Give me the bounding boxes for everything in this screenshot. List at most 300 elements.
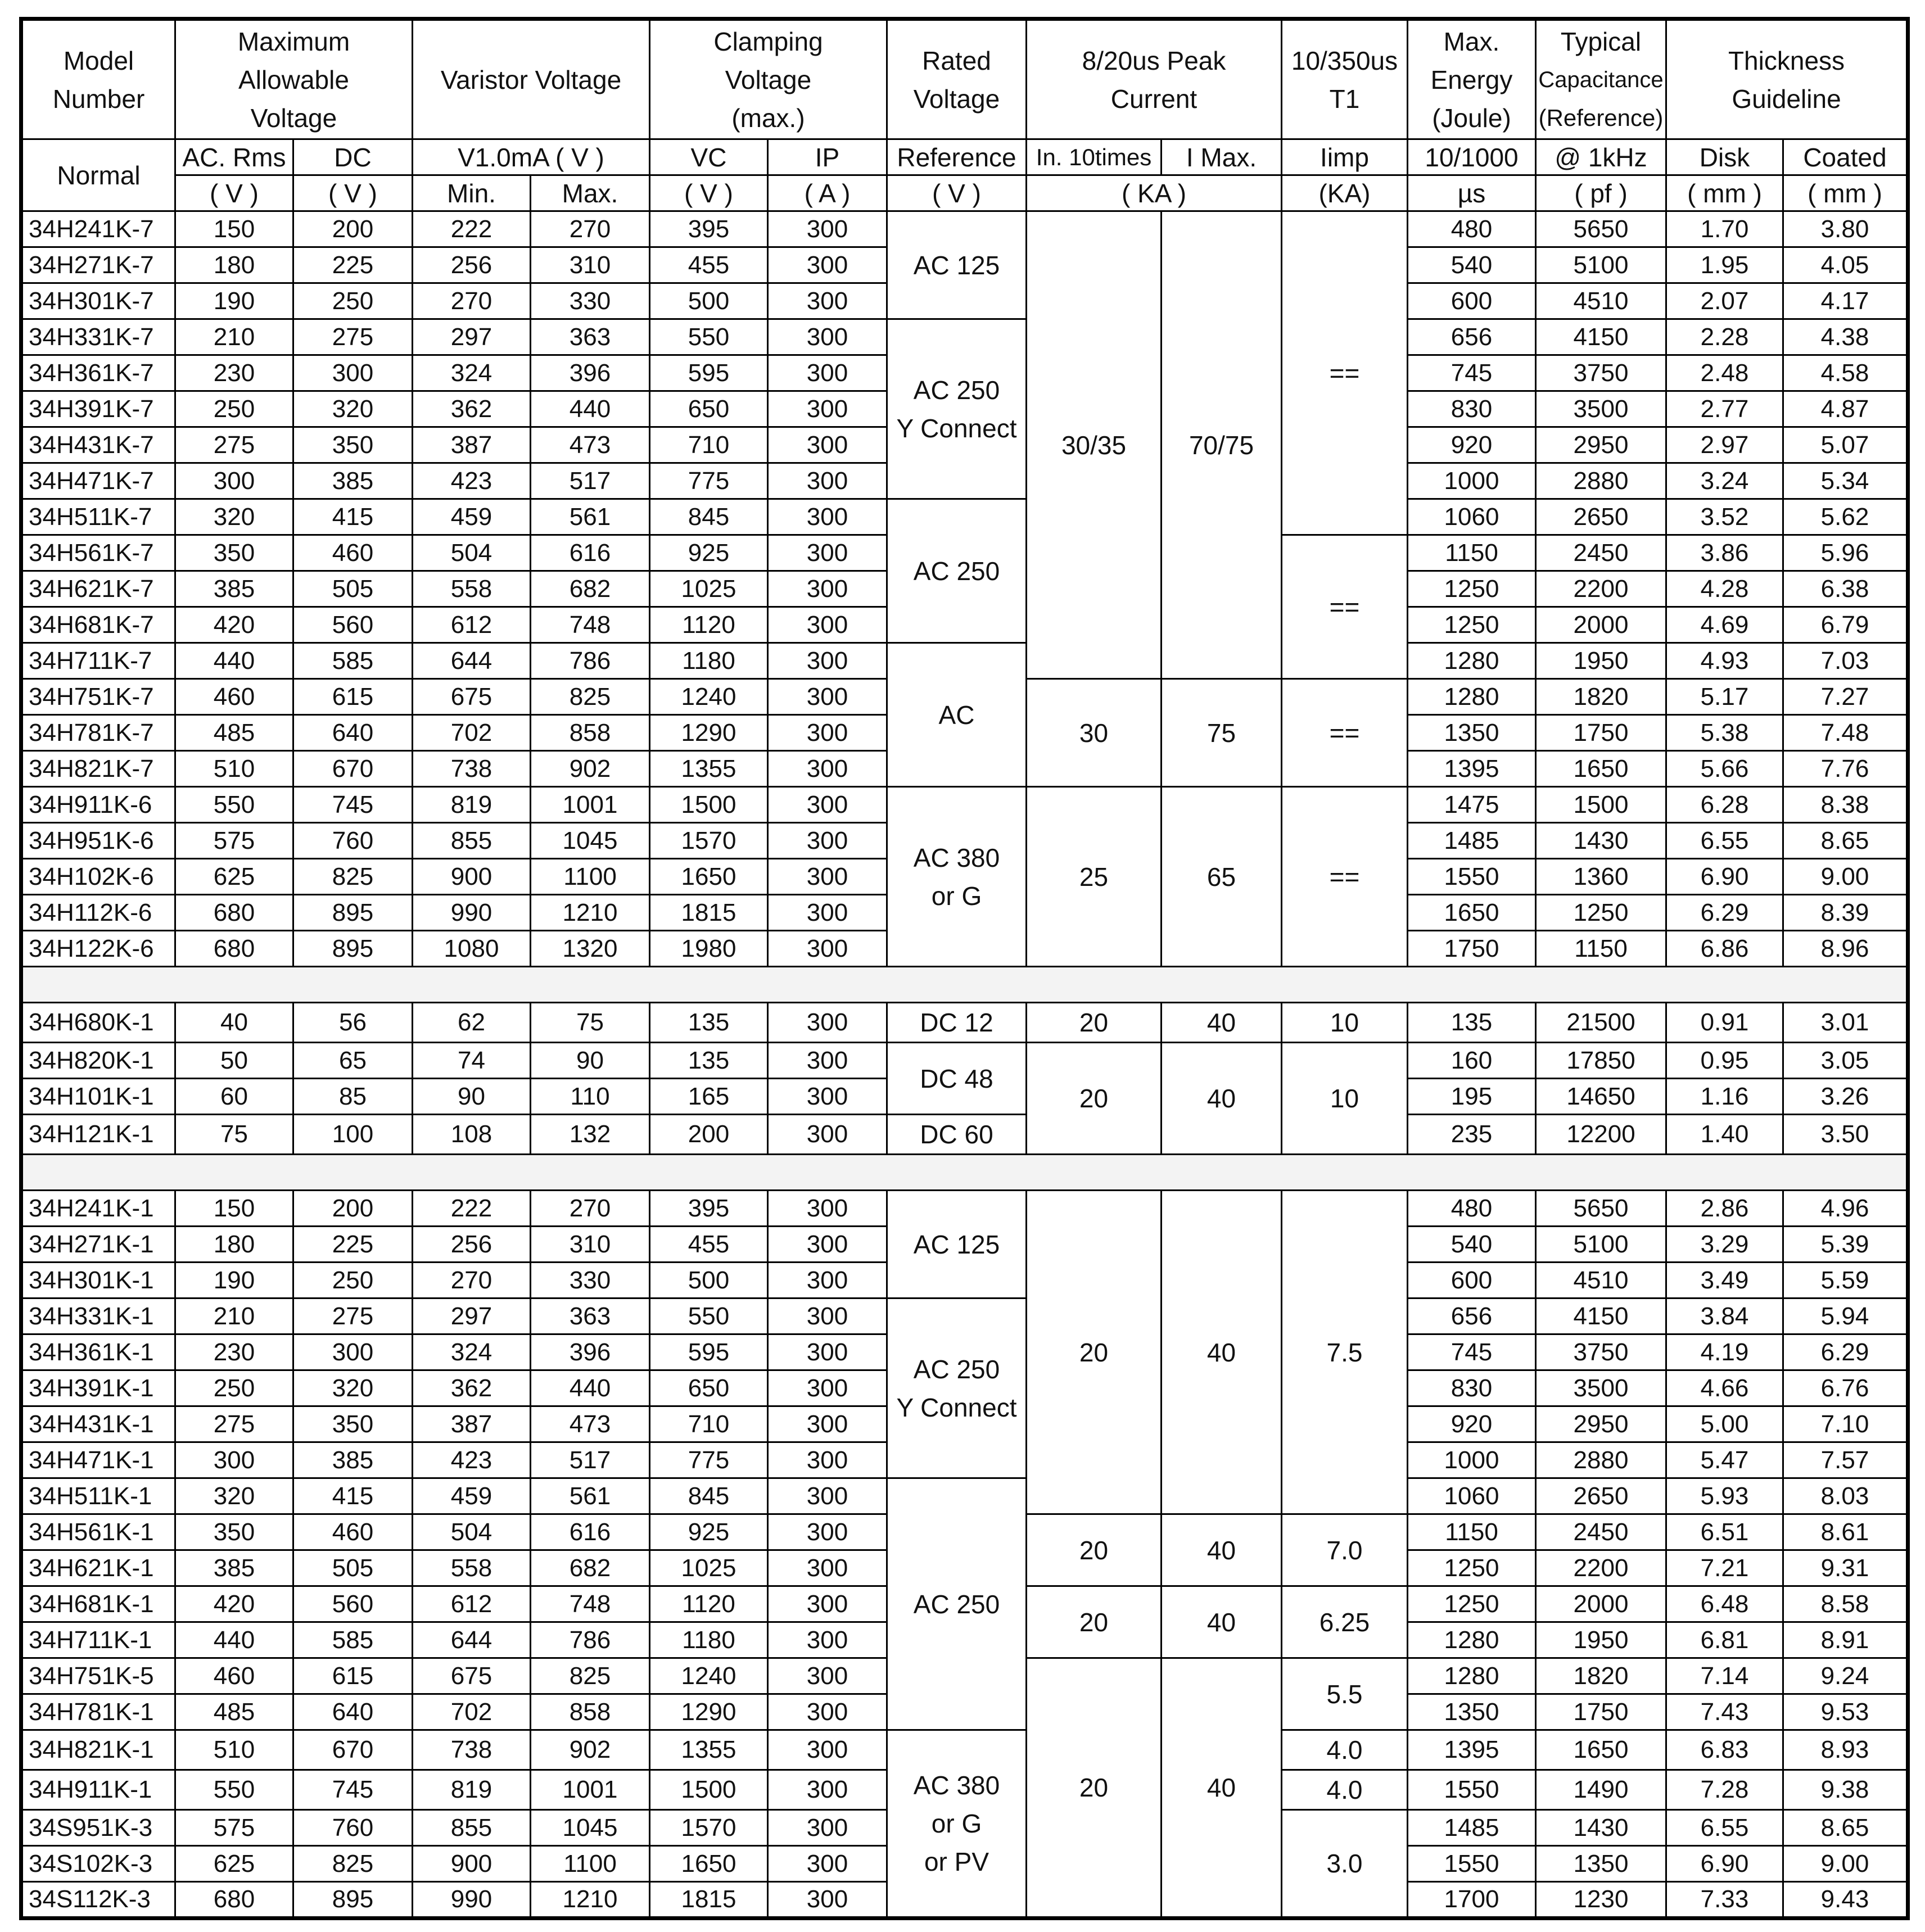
cell-vc: 1120 (650, 1586, 768, 1622)
cell-dc: 640 (293, 1694, 413, 1730)
cell-v1ma-max: 1001 (531, 787, 650, 823)
cell-v1ma-max: 75 (531, 1003, 650, 1043)
cell-ip: 300 (768, 499, 887, 535)
merged-line: AC 380 (913, 1771, 1000, 1800)
cell-coated: 8.65 (1783, 1810, 1908, 1846)
cell-vc: 1025 (650, 1550, 768, 1586)
cell-v1ma-min: 990 (413, 1882, 531, 1919)
header-v1ma: V1.0mA ( V ) (413, 139, 650, 175)
separator-cell (21, 1155, 1908, 1191)
cell-ac-rms: 230 (175, 355, 293, 391)
cell-v1ma-max: 90 (531, 1043, 650, 1079)
cell-energy: 1060 (1408, 499, 1536, 535)
cell-ac-rms: 150 (175, 1191, 293, 1227)
cell-capacitance: 2200 (1536, 1550, 1666, 1586)
merged-line: == (1329, 358, 1360, 388)
cell-dc: 85 (293, 1079, 413, 1115)
cell-vc: 1570 (650, 1810, 768, 1846)
cell-v1ma-min: 256 (413, 247, 531, 283)
cell-v1ma-max: 1320 (531, 931, 650, 967)
cell-ip: 300 (768, 751, 887, 787)
cell-dc: 745 (293, 787, 413, 823)
cell-ip: 300 (768, 283, 887, 319)
cell-energy: 160 (1408, 1043, 1536, 1079)
merged-line: DC 60 (920, 1120, 993, 1149)
merged-line: 10 (1330, 1008, 1359, 1037)
cell-vc: 710 (650, 1406, 768, 1442)
merged-i-max (1162, 1043, 1282, 1155)
cell-v1ma-min: 74 (413, 1043, 531, 1079)
cell-energy: 1750 (1408, 931, 1536, 967)
cell-disk: 6.81 (1666, 1622, 1783, 1658)
cell-ac-rms: 625 (175, 859, 293, 895)
cell-model: 34H391K-7 (21, 391, 175, 427)
header-vc: VC (650, 139, 768, 175)
cell-energy: 1485 (1408, 1810, 1536, 1846)
cell-disk: 5.47 (1666, 1442, 1783, 1478)
cell-disk: 4.66 (1666, 1370, 1783, 1406)
cell-energy: 1250 (1408, 571, 1536, 607)
cell-dc: 745 (293, 1770, 413, 1810)
cell-model: 34H711K-1 (21, 1622, 175, 1658)
cell-coated: 7.03 (1783, 643, 1908, 679)
cell-ac-rms: 190 (175, 283, 293, 319)
cell-v1ma-min: 459 (413, 499, 531, 535)
cell-energy: 1280 (1408, 643, 1536, 679)
cell-ip: 300 (768, 1478, 887, 1514)
merged-line: 30 (1079, 718, 1109, 748)
cell-disk: 3.86 (1666, 535, 1783, 571)
cell-model: 34H301K-7 (21, 283, 175, 319)
cell-model: 34H431K-7 (21, 427, 175, 463)
header-clamping-voltage: Clamping Voltage (max.) (650, 19, 887, 139)
cell-disk: 5.66 (1666, 751, 1783, 787)
cell-ac-rms: 510 (175, 751, 293, 787)
merged-line: AC 250 (913, 1589, 1000, 1619)
cell-capacitance: 3500 (1536, 1370, 1666, 1406)
cell-v1ma-max: 270 (531, 1191, 650, 1227)
cell-v1ma-max: 786 (531, 1622, 650, 1658)
cell-dc: 895 (293, 895, 413, 931)
cell-capacitance: 2650 (1536, 499, 1666, 535)
cell-ip: 300 (768, 1586, 887, 1622)
merged-i-max (1162, 787, 1282, 967)
cell-v1ma-max: 132 (531, 1115, 650, 1155)
cell-dc: 825 (293, 1846, 413, 1882)
merged-line: AC 250 (913, 375, 1000, 405)
cell-coated: 8.93 (1783, 1730, 1908, 1770)
cell-ac-rms: 460 (175, 1658, 293, 1694)
cell-vc: 595 (650, 1334, 768, 1370)
cell-model: 34H821K-1 (21, 1730, 175, 1770)
cell-capacitance: 1430 (1536, 823, 1666, 859)
cell-disk: 1.16 (1666, 1079, 1783, 1115)
cell-v1ma-max: 825 (531, 679, 650, 715)
cell-v1ma-min: 362 (413, 1370, 531, 1406)
cell-energy: 656 (1408, 319, 1536, 355)
cell-coated: 3.26 (1783, 1079, 1908, 1115)
cell-ac-rms: 680 (175, 895, 293, 931)
cell-v1ma-max: 1100 (531, 859, 650, 895)
header-model-number: Model Number (21, 19, 175, 139)
cell-ac-rms: 75 (175, 1115, 293, 1155)
cell-ac-rms: 385 (175, 571, 293, 607)
cell-model: 34H361K-1 (21, 1334, 175, 1370)
cell-model: 34H681K-1 (21, 1586, 175, 1622)
merged-iimp (1282, 1003, 1408, 1043)
cell-coated: 8.61 (1783, 1514, 1908, 1550)
cell-dc: 585 (293, 1622, 413, 1658)
cell-dc: 895 (293, 1882, 413, 1919)
cell-v1ma-max: 902 (531, 1730, 650, 1770)
section-separator (21, 967, 1908, 1003)
cell-v1ma-max: 517 (531, 1442, 650, 1478)
cell-energy: 600 (1408, 283, 1536, 319)
cell-capacitance: 3500 (1536, 391, 1666, 427)
cell-disk: 6.28 (1666, 787, 1783, 823)
cell-v1ma-max: 363 (531, 319, 650, 355)
cell-ac-rms: 300 (175, 463, 293, 499)
header-at-1khz: @ 1kHz (1536, 139, 1666, 175)
cell-vc: 925 (650, 1514, 768, 1550)
merged-line: or G (931, 1809, 982, 1838)
unit-coated: ( mm ) (1783, 175, 1908, 211)
cell-v1ma-min: 222 (413, 211, 531, 247)
merged-line: 4.0 (1326, 1775, 1363, 1804)
cell-disk: 4.28 (1666, 571, 1783, 607)
cell-model: 34H471K-7 (21, 463, 175, 499)
merged-in-10times (1027, 787, 1162, 967)
cell-capacitance: 21500 (1536, 1003, 1666, 1043)
cell-dc: 670 (293, 1730, 413, 1770)
cell-energy: 1350 (1408, 715, 1536, 751)
header-ip: IP (768, 139, 887, 175)
cell-model: 34H112K-6 (21, 895, 175, 931)
merged-in-10times (1027, 1003, 1162, 1043)
cell-capacitance: 3750 (1536, 355, 1666, 391)
unit-iimp: (KA) (1282, 175, 1408, 211)
cell-ac-rms: 230 (175, 1334, 293, 1370)
merged-line: AC 250 (913, 1354, 1000, 1384)
cell-dc: 460 (293, 535, 413, 571)
cell-v1ma-min: 108 (413, 1115, 531, 1155)
cell-model: 34H621K-7 (21, 571, 175, 607)
cell-ip: 300 (768, 1550, 887, 1586)
merged-iimp (1282, 679, 1408, 787)
cell-ac-rms: 350 (175, 535, 293, 571)
cell-ac-rms: 420 (175, 1586, 293, 1622)
cell-vc: 550 (650, 1298, 768, 1334)
cell-coated: 8.65 (1783, 823, 1908, 859)
cell-v1ma-min: 222 (413, 1191, 531, 1227)
cell-vc: 1980 (650, 931, 768, 967)
cell-capacitance: 1230 (1536, 1882, 1666, 1919)
cell-v1ma-max: 682 (531, 1550, 650, 1586)
cell-model: 34H391K-1 (21, 1370, 175, 1406)
cell-disk: 5.38 (1666, 715, 1783, 751)
unit-disk: ( mm ) (1666, 175, 1783, 211)
cell-disk: 2.97 (1666, 427, 1783, 463)
cell-ac-rms: 60 (175, 1079, 293, 1115)
cell-disk: 5.17 (1666, 679, 1783, 715)
cell-capacitance: 5100 (1536, 1227, 1666, 1263)
cell-ac-rms: 150 (175, 211, 293, 247)
cell-ac-rms: 420 (175, 607, 293, 643)
header-row-sub1 (21, 139, 1908, 175)
cell-ip: 300 (768, 319, 887, 355)
cell-energy: 1395 (1408, 1730, 1536, 1770)
cell-vc: 1240 (650, 1658, 768, 1694)
cell-ip: 300 (768, 1730, 887, 1770)
cell-vc: 845 (650, 1478, 768, 1514)
cell-ip: 300 (768, 1770, 887, 1810)
table-body (21, 19, 1908, 1919)
cell-v1ma-max: 1045 (531, 1810, 650, 1846)
merged-line: 20 (1079, 1337, 1109, 1367)
header-dc: DC (293, 139, 413, 175)
cell-coated: 6.29 (1783, 1334, 1908, 1370)
cell-ac-rms: 275 (175, 1406, 293, 1442)
merged-in-10times (1027, 1586, 1162, 1658)
cell-ac-rms: 320 (175, 1478, 293, 1514)
cell-ac-rms: 440 (175, 1622, 293, 1658)
cell-ip: 300 (768, 463, 887, 499)
cell-ac-rms: 510 (175, 1730, 293, 1770)
cell-vc: 395 (650, 211, 768, 247)
cell-v1ma-min: 504 (413, 1514, 531, 1550)
merged-iimp (1282, 787, 1408, 967)
cell-dc: 225 (293, 1227, 413, 1263)
cell-capacitance: 1750 (1536, 1694, 1666, 1730)
cell-vc: 650 (650, 391, 768, 427)
header-normal: Normal (21, 139, 175, 211)
cell-dc: 320 (293, 391, 413, 427)
cell-coated: 4.87 (1783, 391, 1908, 427)
cell-vc: 500 (650, 283, 768, 319)
cell-dc: 560 (293, 1586, 413, 1622)
cell-v1ma-min: 324 (413, 1334, 531, 1370)
merged-line: 6.25 (1319, 1607, 1370, 1637)
cell-disk: 7.43 (1666, 1694, 1783, 1730)
cell-disk: 4.93 (1666, 643, 1783, 679)
cell-energy: 1000 (1408, 463, 1536, 499)
cell-dc: 505 (293, 571, 413, 607)
cell-vc: 165 (650, 1079, 768, 1115)
cell-v1ma-min: 297 (413, 1298, 531, 1334)
cell-coated: 7.76 (1783, 751, 1908, 787)
cell-disk: 3.84 (1666, 1298, 1783, 1334)
cell-v1ma-max: 825 (531, 1658, 650, 1694)
cell-ip: 300 (768, 787, 887, 823)
cell-energy: 1150 (1408, 1514, 1536, 1550)
cell-ip: 300 (768, 1191, 887, 1227)
cell-ac-rms: 320 (175, 499, 293, 535)
cell-model: 34H951K-6 (21, 823, 175, 859)
cell-capacitance: 2000 (1536, 1586, 1666, 1622)
cell-vc: 1120 (650, 607, 768, 643)
cell-ac-rms: 575 (175, 823, 293, 859)
header-energy-10-1000: 10/1000 (1408, 139, 1536, 175)
cell-v1ma-max: 748 (531, 1586, 650, 1622)
cell-dc: 275 (293, 319, 413, 355)
cell-coated: 9.00 (1783, 1846, 1908, 1882)
cell-capacitance: 2000 (1536, 607, 1666, 643)
cell-vc: 1500 (650, 787, 768, 823)
cell-disk: 2.07 (1666, 283, 1783, 319)
cell-ip: 300 (768, 1298, 887, 1334)
cell-v1ma-max: 1001 (531, 1770, 650, 1810)
cell-dc: 460 (293, 1514, 413, 1550)
cell-coated: 7.57 (1783, 1442, 1908, 1478)
cell-disk: 0.95 (1666, 1043, 1783, 1079)
cell-v1ma-min: 1080 (413, 931, 531, 967)
cell-capacitance: 2950 (1536, 427, 1666, 463)
cell-dc: 615 (293, 679, 413, 715)
merged-line: 25 (1079, 862, 1109, 892)
cell-disk: 2.86 (1666, 1191, 1783, 1227)
merged-line: 40 (1206, 1337, 1236, 1367)
merged-in-10times (1027, 1514, 1162, 1586)
table-row (21, 1115, 1908, 1155)
header-ac-rms: AC. Rms (175, 139, 293, 175)
cell-capacitance: 1250 (1536, 895, 1666, 931)
cell-coated: 8.96 (1783, 931, 1908, 967)
cell-model: 34H751K-5 (21, 1658, 175, 1694)
cell-energy: 1350 (1408, 1694, 1536, 1730)
cell-vc: 200 (650, 1115, 768, 1155)
cell-coated: 8.38 (1783, 787, 1908, 823)
cell-energy: 480 (1408, 1191, 1536, 1227)
cell-vc: 135 (650, 1003, 768, 1043)
cell-ac-rms: 485 (175, 715, 293, 751)
cell-vc: 775 (650, 463, 768, 499)
merged-iimp (1282, 1586, 1408, 1658)
cell-v1ma-min: 387 (413, 1406, 531, 1442)
cell-vc: 1355 (650, 751, 768, 787)
cell-ip: 300 (768, 1514, 887, 1550)
cell-vc: 1240 (650, 679, 768, 715)
cell-v1ma-min: 270 (413, 1263, 531, 1298)
cell-vc: 1650 (650, 1846, 768, 1882)
merged-i-max (1162, 1586, 1282, 1658)
cell-v1ma-max: 110 (531, 1079, 650, 1115)
cell-capacitance: 1820 (1536, 1658, 1666, 1694)
table-row (21, 1003, 1908, 1043)
cell-capacitance: 4510 (1536, 1263, 1666, 1298)
merged-i-max (1162, 1191, 1282, 1514)
cell-energy: 235 (1408, 1115, 1536, 1155)
cell-ac-rms: 40 (175, 1003, 293, 1043)
cell-energy: 1280 (1408, 1658, 1536, 1694)
cell-dc: 670 (293, 751, 413, 787)
cell-disk: 2.48 (1666, 355, 1783, 391)
cell-coated: 9.00 (1783, 859, 1908, 895)
cell-model: 34H122K-6 (21, 931, 175, 967)
cell-disk: 7.33 (1666, 1882, 1783, 1919)
cell-v1ma-max: 616 (531, 1514, 650, 1550)
cell-dc: 225 (293, 247, 413, 283)
cell-disk: 4.19 (1666, 1334, 1783, 1370)
cell-energy: 1485 (1408, 823, 1536, 859)
cell-capacitance: 1950 (1536, 1622, 1666, 1658)
cell-v1ma-min: 90 (413, 1079, 531, 1115)
cell-disk: 7.21 (1666, 1550, 1783, 1586)
cell-v1ma-min: 819 (413, 1770, 531, 1810)
varistor-spec-table (19, 17, 1910, 1920)
cell-model: 34H561K-1 (21, 1514, 175, 1550)
cell-model: 34H911K-1 (21, 1770, 175, 1810)
table-row (21, 1478, 1908, 1514)
cell-energy: 745 (1408, 1334, 1536, 1370)
unit-capacitance: ( pf ) (1536, 175, 1666, 211)
cell-disk: 6.55 (1666, 823, 1783, 859)
cell-disk: 1.40 (1666, 1115, 1783, 1155)
cell-coated: 8.58 (1783, 1586, 1908, 1622)
cell-ac-rms: 625 (175, 1846, 293, 1882)
cell-dc: 275 (293, 1298, 413, 1334)
merged-line: 5.5 (1326, 1679, 1363, 1709)
cell-capacitance: 2200 (1536, 571, 1666, 607)
header-min: Min. (413, 175, 531, 211)
cell-v1ma-max: 1100 (531, 1846, 650, 1882)
cell-vc: 550 (650, 319, 768, 355)
cell-ip: 300 (768, 1079, 887, 1115)
cell-ip: 300 (768, 1370, 887, 1406)
merged-iimp (1282, 1191, 1408, 1514)
cell-model: 34H781K-1 (21, 1694, 175, 1730)
merged-line: 75 (1206, 718, 1236, 748)
cell-ip: 300 (768, 1406, 887, 1442)
cell-capacitance: 12200 (1536, 1115, 1666, 1155)
cell-dc: 615 (293, 1658, 413, 1694)
cell-coated: 5.94 (1783, 1298, 1908, 1334)
merged-iimp (1282, 211, 1408, 535)
cell-v1ma-max: 1210 (531, 1882, 650, 1919)
cell-capacitance: 1650 (1536, 751, 1666, 787)
cell-v1ma-max: 561 (531, 1478, 650, 1514)
cell-ip: 300 (768, 1846, 887, 1882)
cell-ac-rms: 550 (175, 787, 293, 823)
merged-line: 40 (1206, 1084, 1236, 1113)
merged-line: 20 (1079, 1535, 1109, 1565)
table-row (21, 643, 1908, 679)
cell-coated: 9.24 (1783, 1658, 1908, 1694)
cell-model: 34H681K-7 (21, 607, 175, 643)
cell-energy: 600 (1408, 1263, 1536, 1298)
header-varistor-voltage: Varistor Voltage (413, 19, 650, 139)
cell-v1ma-min: 738 (413, 1730, 531, 1770)
cell-disk: 6.90 (1666, 859, 1783, 895)
table-row (21, 1298, 1908, 1334)
cell-ip: 300 (768, 391, 887, 427)
cell-ip: 300 (768, 211, 887, 247)
cell-disk: 2.28 (1666, 319, 1783, 355)
cell-v1ma-max: 1045 (531, 823, 650, 859)
cell-ac-rms: 485 (175, 1694, 293, 1730)
separator-cell (21, 967, 1908, 1003)
cell-ip: 300 (768, 1622, 887, 1658)
cell-ac-rms: 460 (175, 679, 293, 715)
cell-coated: 9.31 (1783, 1550, 1908, 1586)
cell-energy: 195 (1408, 1079, 1536, 1115)
merged-iimp (1282, 1810, 1408, 1919)
cell-model: 34H911K-6 (21, 787, 175, 823)
cell-vc: 395 (650, 1191, 768, 1227)
cell-vc: 1180 (650, 1622, 768, 1658)
cell-model: 34H820K-1 (21, 1043, 175, 1079)
cell-ip: 300 (768, 1334, 887, 1370)
cell-model: 34S951K-3 (21, 1810, 175, 1846)
